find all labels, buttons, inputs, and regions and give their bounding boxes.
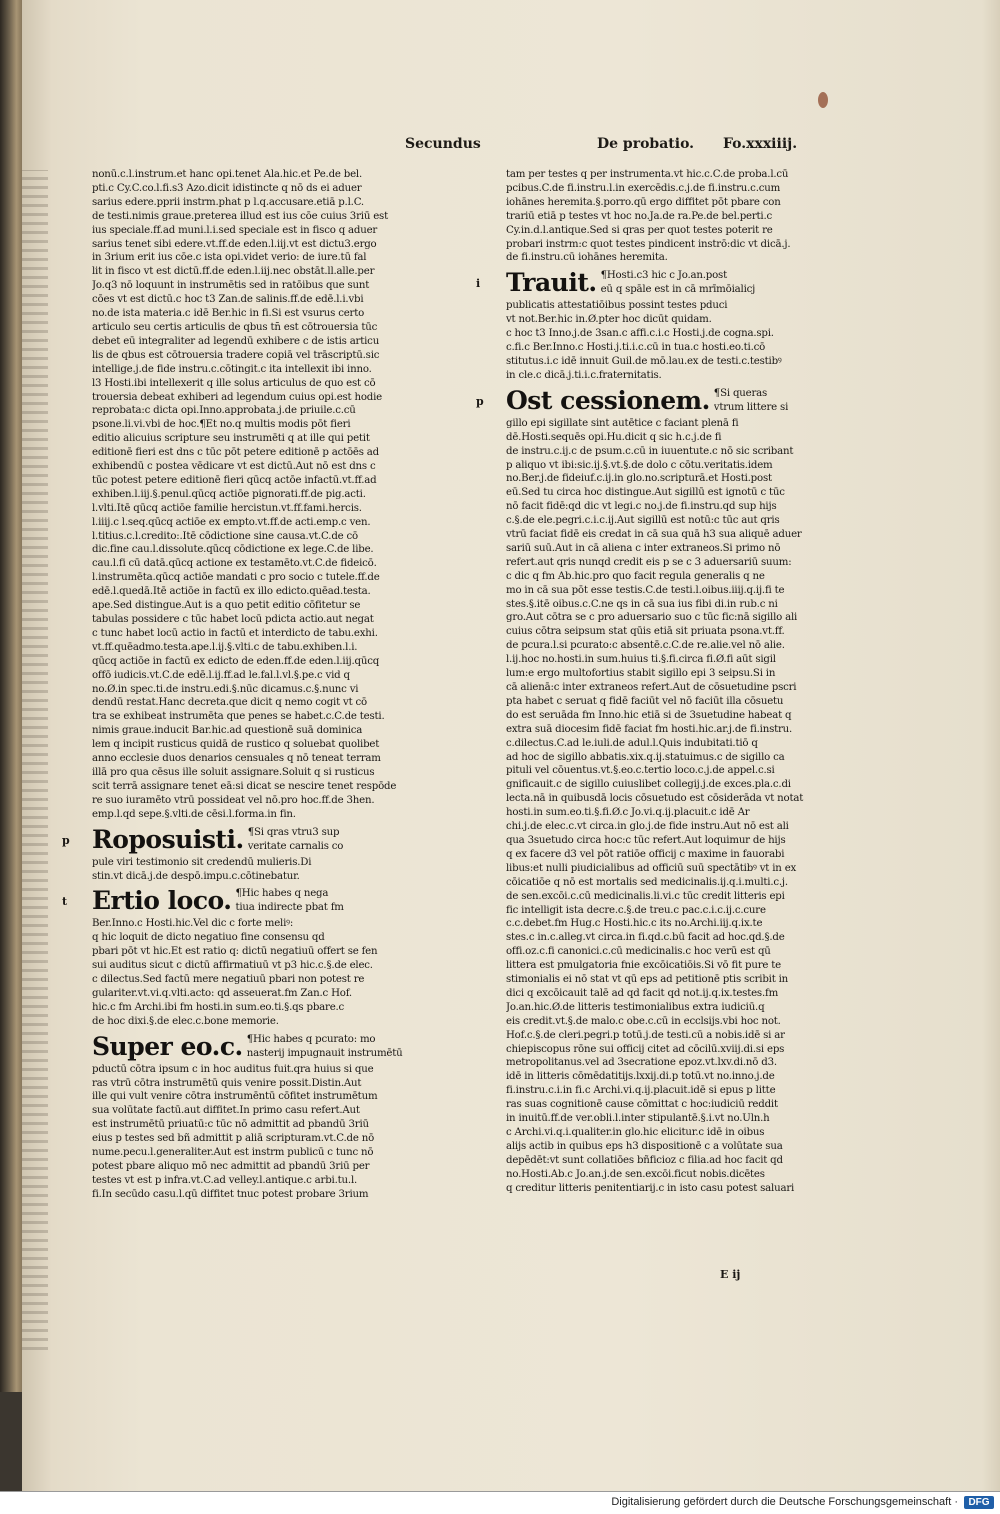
text-line: Hof.c.§.de cleri.pegri.p totū.j.de testi.cū a nobis.idē si ar bbox=[506, 1029, 785, 1041]
heading-text bbox=[601, 269, 756, 297]
text-line: publicatis attestatiōibus possint testes pduci bbox=[506, 300, 728, 312]
text-line: l3 Hosti.ibi intellexerit q ille solus articulus de quo est cō bbox=[92, 377, 376, 389]
text-line: stes.c in.c.alleg.vt circa.in fi.qd.c.bū facit ad hoc.qd.§.de bbox=[506, 932, 785, 944]
text-line: edē.l.quedā.Itē actiōe in factū ex illo edicto.quēad.testa. bbox=[92, 586, 371, 598]
text-line: eū.Sed tu circa hoc distingue.Aut sigillū est ignotū c tūc bbox=[506, 487, 785, 499]
show-through-bleed bbox=[22, 170, 48, 1350]
text-line: dici q excōicauit talē ad qd facit qd not.ij.q.ix.testes.fm bbox=[506, 987, 779, 999]
text-line: nimis graue.inducit Bar.hic.ad questionē suā dominica bbox=[92, 725, 363, 737]
text-line: Ber.Inno.c Hosti.hic.Vel dic c forte meliꝰ: bbox=[92, 918, 294, 930]
text-line: re suo iuramēto vtrū possideat vel nō.pro hoc.ff.de 3hen. bbox=[92, 794, 375, 806]
marginal-letter: t bbox=[62, 895, 67, 909]
text-line: hic.c fm Archi.ibi fm hosti.in sum.eo.ti.§.qs pbare.c bbox=[92, 1001, 345, 1013]
text-line: c Archi.vi.q.i.qualiter.in glo.hic elicitur.c idē in oibus bbox=[506, 1127, 765, 1138]
text-line: Jo.q3 nō loquunt in instrumētis sed in ratōibus que sunt bbox=[92, 280, 370, 292]
running-head bbox=[405, 136, 825, 160]
section-heading-tertio-loco bbox=[62, 886, 414, 916]
section-heading-super-eo bbox=[92, 1033, 414, 1061]
text-line: psone.li.vi.vbi de hoc.¶Et no.q multis modis pōt fieri bbox=[92, 419, 351, 431]
text-line: l.iiij.c l.seq.qūcq actiōe ex empto.vt.ff.de acti.emp.c ven. bbox=[92, 516, 371, 528]
text-line: sui auditus sicut c dictū affirmatiuū vt p3 hic.c.§.de elec. bbox=[92, 960, 373, 972]
heading-initial-word: Ertio loco. bbox=[92, 886, 232, 916]
text-line: de sen.excōi.c.cū medicinalis.li.vi.c tūc credit litteris epi bbox=[506, 890, 785, 902]
text-line: sarius edere.pprii instrm.phat p l.q.accusare.etiā p.l.C. bbox=[92, 196, 364, 208]
text-line: l.titius.c.l.credito:.Itē cōdictione sine causa.vt.C.de cō bbox=[92, 530, 358, 542]
text-line: ille qui vult venire cōtra instrumēntū cōfitet instrumētum bbox=[92, 1091, 378, 1103]
text-line: stes.§.itē oibus.c.C.ne qs in cā sua ius fibi di.in rub.c ni bbox=[506, 598, 778, 610]
text-line: chiepiscopus rōne sui officij citet ad cōcilū.xviij.di.si eps bbox=[506, 1043, 785, 1055]
heading-continuation bbox=[92, 917, 414, 945]
text-line: dē.Hosti.sequēs opi.Hu.dicit q sic h.c.j.de fi bbox=[506, 431, 722, 443]
text-line: tabulas possidere c tūc habet locū pdicta actio.aut negat bbox=[92, 614, 374, 625]
text-line: trariū etiā p testes vt hoc no.Ja.de ra.Pe.de bel.perti.c bbox=[506, 210, 773, 222]
text-line: gro.Aut cōtra se c pro aduersario suo c tūc fic:nā sigillo ali bbox=[506, 612, 798, 624]
text-line: depēdēt:vt sunt collatiōes bñficioz c filia.ad hoc facit qd bbox=[506, 1154, 783, 1166]
text-line: pule viri testimonio sit credendū mulieris.Di bbox=[92, 856, 312, 868]
heading-initial-word: Trauit. bbox=[506, 268, 597, 298]
text-line: gillo epi sigillate sint autētice c faciant plenā fi bbox=[506, 417, 739, 429]
right-text-column bbox=[476, 168, 810, 1196]
text-line: ¶Si queras bbox=[713, 387, 768, 399]
text-line: articulo seu certis articulis de qbus tn̄ est cōtrouersia tūc bbox=[92, 321, 378, 333]
text-line: q creditur litteris penitentiarij.c in isto casu potest saluari bbox=[506, 1182, 795, 1194]
text-line: cōes vt est dictū.c hoc t3 Zan.de salinis.ff.de edē.l.i.vbi bbox=[92, 294, 364, 306]
heading-initial-word: Ost cessionem. bbox=[506, 385, 710, 415]
text-line: nasterij impugnauit instrumētū bbox=[246, 1047, 403, 1059]
text-line: stin.vt dicā.j.de despō.impu.c.cōtinebatur. bbox=[92, 870, 300, 882]
text-line: exhibendū c postea vēdicare vt est dictū.Aut nō est dns c bbox=[92, 461, 376, 473]
text-line: metropolitanus.vel ad 3secratione epoz.vt.lxv.di.nō d3. bbox=[506, 1057, 777, 1069]
text-line: ¶Si qras vtru3 sup bbox=[247, 826, 340, 838]
text-line: veritate carnalis co bbox=[247, 840, 344, 852]
text-line: no.Hosti.Ab.c Jo.an.j.de sen.excōi.ficut nobis.dicētes bbox=[506, 1168, 765, 1180]
text-line: qua 3suetudo circa hoc:c tūc refert.Aut loquimur de hijs bbox=[506, 834, 786, 846]
text-line: gulariter.vt.vi.q.vlti.acto: qd asseuerat.fm Zan.c Hof. bbox=[92, 987, 352, 999]
text-line: intellige.j.de fide instru.c.cōtingit.c ita intellexit ibi inno. bbox=[92, 363, 372, 375]
section-heading-proposuisti bbox=[62, 824, 414, 854]
text-line: q ex facere d3 vel pōt ratiōe officij c maxime in fauorabi bbox=[506, 848, 785, 860]
heading-text bbox=[247, 1033, 403, 1061]
folio-number: Fo.xxxiiij. bbox=[723, 136, 798, 152]
text-line: fi.instru.c.i.in fi.c Archi.vi.q.ij.placuit.idē si epus p litte bbox=[506, 1085, 776, 1097]
text-line: pta habet c seruat q fidē faciūt vel nō faciūt illa cōsuetu bbox=[506, 695, 784, 707]
text-line: ras suas cognitionē cause cōmittat c hoc:iudiciū reddit bbox=[506, 1099, 778, 1111]
text-line: scit terrā assignare tenet eā:si dicat se nescire tenet respōde bbox=[92, 780, 397, 792]
text-line: chi.j.de elec.c.vt circa.in glo.j.de fide instru.Aut nō est ali bbox=[506, 821, 789, 833]
footer-credit: Digitalisierung gefördert durch die Deutsche Forschungsgemeinschaft · bbox=[611, 1496, 958, 1508]
text-line: libus:et nulli piudicialibus ad officiū suū spectātibꝰ vt in ex bbox=[506, 862, 797, 874]
text-line: Jo.an.hic.Ø.de litteris testimonialibus extra iudiciū.q bbox=[506, 1001, 765, 1013]
text-line: tra se exhibeat instrumēta que penes se habet.c.C.de testi. bbox=[92, 711, 385, 723]
marginal-letter: p bbox=[476, 394, 484, 408]
text-line: lecta.nā in quibusdā locis cōsuetudo est cōsiderāda vt notat bbox=[506, 793, 804, 805]
text-line: refert.aut qris nunqd credit eis p se c 3 aduersariū suum: bbox=[506, 556, 792, 568]
text-line: editio alicuius scripture seu instrumēti q at ille qui petit bbox=[92, 433, 370, 445]
text-line: in cle.c dicā.j.ti.i.c.fraternitatis. bbox=[506, 369, 662, 381]
text-line: tiua indirecte pbat fm bbox=[235, 902, 344, 914]
text-line: fi.In secūdo casu.l.qū diffitet tnuc potest probare 3rium bbox=[92, 1188, 369, 1200]
left-column-block-c bbox=[92, 1063, 414, 1202]
text-line: trouersia debeat exhiberi ad legendum cuius opi.est hodie bbox=[92, 391, 382, 403]
text-line: exhiben.l.iij.§.penul.qūcq actiōe pignorati.ff.de pig.acti. bbox=[92, 488, 366, 500]
text-line: ape.Sed distingue.Aut is a quo petit editio cōfitetur se bbox=[92, 600, 361, 612]
text-line: ius speciale.ff.ad muni.l.i.sed speciale est in fisco q aduer bbox=[92, 224, 378, 236]
text-line: de testi.nimis graue.preterea illud est ius cōe cuius 3riū est bbox=[92, 210, 388, 222]
text-line: testes vt est p infra.vt.C.ad velley.l.antique.c arbi.tu.l. bbox=[92, 1174, 358, 1186]
section-heading-trauit bbox=[476, 268, 810, 298]
text-line: eius p testes sed bñ admittit p aliā scripturam.vt.C.de nō bbox=[92, 1133, 375, 1145]
digitization-footer bbox=[0, 1491, 1000, 1514]
running-head-middle: De probatio. bbox=[597, 136, 695, 152]
text-line: l.instrumēta.qūcq actiōe mandati c pro socio c tutele.ff.de bbox=[92, 572, 380, 584]
marginal-letter: i bbox=[476, 277, 480, 291]
marginal-letter: p bbox=[62, 833, 70, 847]
text-line: vt.ff.quēadmo.testa.ape.l.ij.§.vlti.c de tabu.exhiben.l.i. bbox=[92, 641, 358, 653]
text-line: pcibus.C.de fi.instru.l.in exercēdis.c.j.de fi.instru.c.cum bbox=[506, 182, 781, 194]
left-column-block-a bbox=[92, 168, 414, 822]
text-line: de hoc dixi.§.de elec.c.bone memorie. bbox=[92, 1015, 279, 1027]
text-line: nume.pecu.l.generaliter.Aut est instrm publicū c tunc nō bbox=[92, 1147, 374, 1159]
text-line: stitutus.i.c idē innuit Guil.de mō.lau.ex de testi.c.testibꝰ bbox=[506, 355, 782, 367]
text-line: probari instrm:c quot testes pindicent instrō:dic vt dicā.j. bbox=[506, 238, 791, 250]
text-line: gnificauit.c de sigillo cuiuslibet collegij.j.de exces.pla.c.di bbox=[506, 779, 791, 791]
text-line: q hic loquit de dicto negatiuo fine consensu qd bbox=[92, 932, 325, 944]
text-line: l.vlti.Itē qūcq actiōe familie hercistun.vt.ff.fami.hercis. bbox=[92, 502, 362, 514]
heading-initial-word: Roposuisti. bbox=[92, 824, 244, 854]
text-line: lis de qbus est cōtrouersia tradere copiā vel trāscriptū.sic bbox=[92, 349, 380, 361]
heading-text bbox=[248, 826, 344, 854]
text-line: offō iudicis.vt.C.de edē.l.ij.ff.ad le.fal.l.vl.§.pe.c vid q bbox=[92, 669, 350, 681]
text-line: in inuitū.ff.de ver.obli.l.inter stipulantē.§.i.vt no.Uln.h bbox=[506, 1113, 770, 1125]
text-line: pbari pōt vt hic.Et est ratio q: dictū negatiuū offert se fen bbox=[92, 946, 378, 958]
text-line: vtrū faciat fidē eis credat in cā sua quā h3 sua aliquē aduer bbox=[506, 529, 802, 541]
text-line: offi.oz.c.fi canonici.c.cū medicinalis.c hoc verū est qū bbox=[506, 946, 771, 958]
text-line: eis credit.vt.§.de malo.c obe.c.cū in ecclsijs.vbi hoc not. bbox=[506, 1015, 781, 1027]
text-line: anno ecclesie duos denarios censuales q nō teneat terram bbox=[92, 753, 381, 765]
signature-mark: E ij bbox=[720, 1268, 741, 1281]
right-column-block-b bbox=[506, 445, 810, 1196]
text-line: lum:e ergo multofortius stabit sigillo epi 3 seipsu.Si in bbox=[506, 668, 776, 680]
text-line: Cy.in.d.l.antique.Sed si qras per quot testes poterit re bbox=[506, 224, 773, 236]
heading-continuation bbox=[92, 856, 414, 884]
heading-text bbox=[714, 387, 788, 415]
text-line: de instru.c.ij.c de psum.c.cū in iuuentute.c nō sic scribant bbox=[506, 445, 794, 457]
text-line: ad hoc de sigillo abbatis.xix.q.ij.statuimus.c de sigillo ca bbox=[506, 751, 785, 763]
text-line: idē in litteris cōmēdatitijs.lxxij.di.p totū.vt no.inno.j.de bbox=[506, 1071, 775, 1083]
text-line: reprobata:c dicta opi.Inno.approbata.j.de priuile.c.cū bbox=[92, 405, 356, 417]
text-line: mo in cā sua pōt esse testis.C.de testi.l.oibus.iiij.q.ij.fi te bbox=[506, 584, 785, 596]
text-line: l.ij.hoc no.hosti.in sum.huius ti.§.fi.circa fi.Ø.fi aūt sigil bbox=[506, 654, 776, 666]
text-line: sarius tenet sibi edere.vt.ff.de eden.l.iij.vt est dictu3.ergo bbox=[92, 238, 377, 250]
text-line: c.dilectus.C.ad le.iuli.de adul.l.Quis indubitati.tiō q bbox=[506, 737, 758, 749]
text-line: illā pro qua cēsus ille soluit assignare.Soluit q si rusticus bbox=[92, 766, 375, 778]
text-line: ¶Hic habes q nega bbox=[235, 888, 329, 900]
left-text-column bbox=[62, 168, 414, 1202]
text-line: sariū suū.Aut in cā aliena c inter extraneos.Si primo nō bbox=[506, 542, 781, 554]
text-line: lit in fisco vt est dictū.ff.de eden.l.iij.nec obstāt.ll.alle.per bbox=[92, 266, 375, 278]
text-line: c hoc t3 Inno.j.de 3san.c affi.c.i.c Hosti.j.de cogna.spi. bbox=[506, 328, 774, 340]
text-line: iohānes heremita.§.porro.qū ergo diffitet pōt pbare con bbox=[506, 196, 781, 208]
text-line: pti.c Cy.C.co.l.fi.s3 Azo.dicit idistincte q nō ds ei aduer bbox=[92, 182, 362, 194]
text-line: pductū cōtra ipsum c in hoc auditus fuit.qra huius si que bbox=[92, 1063, 374, 1075]
text-line: fic intelligit ista decre.c.§.de treu.c pac.c.i.c.ij.c.cure bbox=[506, 904, 766, 916]
heading-continuation bbox=[506, 417, 810, 445]
text-line: est instrumētū priuatū:c tūc nō admittit ad pbandū 3riū bbox=[92, 1119, 369, 1131]
text-line: emp.l.qd sepe.§.vlti.de cēsi.l.forma.in fin. bbox=[92, 808, 296, 820]
text-line: in 3rium erit ius cōe.c ista opi.videt verio: de iure.tū fal bbox=[92, 252, 367, 264]
text-line: extra suā diocesim fidē faciat fm hosti.hic.ar.j.de fi.instru. bbox=[506, 723, 793, 735]
text-line: p aliquo vt ibi:sic.ij.§.vt.§.de dolo c cōtu.veritatis.idem bbox=[506, 459, 773, 471]
text-line: hosti.in sum.eo.ti.§.fi.Ø.c Jo.vi.q.ij.placuit.c idē Ar bbox=[506, 807, 750, 819]
heading-continuation bbox=[506, 299, 810, 382]
text-line: pituli vel cōuentus.vt.§.eo.c.tertio loco.c.j.de appel.c.si bbox=[506, 765, 775, 777]
text-line: editionē fieri est dns c tūc pōt petere editionē p actōēs ad bbox=[92, 447, 380, 459]
left-column-block-b bbox=[92, 945, 414, 1028]
heading-text bbox=[235, 887, 343, 915]
text-line: c.§.de ele.pegri.c.i.c.ij.Aut sigillū est notū:c tūc aut qris bbox=[506, 515, 780, 527]
text-line: eū q spāle est in cā mrīmōialicj bbox=[600, 284, 756, 296]
text-line: ras vtrū cōtra instrumētū quis venire possit.Distin.Aut bbox=[92, 1077, 362, 1089]
text-line: littera est pmulgatoria fnie excōicatiōis.Si vō fit pure te bbox=[506, 960, 781, 972]
text-line: cau.l.fi cū datā.qūcq actione ex testamēto.vt.C.de fideicō. bbox=[92, 558, 377, 570]
text-line: stimonialis ei nō stat vt qū eps ad petitionē ptis scribit in bbox=[506, 974, 789, 986]
right-column-block-a bbox=[506, 168, 810, 265]
text-line: c.c.debet.fm Hug.c Hosti.hic.c its no.Archi.iij.q.ix.te bbox=[506, 918, 763, 930]
text-line: cā alienā:c inter extraneos refert.Aut de cōsuetudine pscri bbox=[506, 682, 797, 693]
text-line: ¶Hic habes q pcurato: mo bbox=[246, 1033, 376, 1045]
text-line: qūcq actiōe in factū ex edicto de eden.ff.de eden.l.iij.qūcq bbox=[92, 655, 380, 667]
text-line: vt not.Ber.hic in.Ø.pter hoc dicūt quidam. bbox=[506, 314, 712, 326]
text-line: c dilectus.Sed factū mere negatiuū pbari non potest re bbox=[92, 974, 365, 986]
text-line: vtrum littere si bbox=[713, 401, 789, 413]
text-line: cōicatiōe q nō est mortalis sed medicinalis.ij.q.i.multi.c.j. bbox=[506, 876, 788, 888]
text-line: de pcura.l.si pcurato:c absentē.c.C.de re.alie.vel nō alie. bbox=[506, 640, 785, 652]
heading-initial-word: Super eo.c. bbox=[92, 1031, 243, 1061]
ink-stain bbox=[818, 92, 828, 108]
text-line: nonū.c.l.instrum.et hanc opi.tenet Ala.hic.et Pe.de bel. bbox=[92, 169, 363, 180]
text-line: no.de ista materia.c idē Ber.hic in fi.Si est vsurus certo bbox=[92, 308, 365, 320]
text-line: c tunc habet locū actio in factū et interdicto de tabu.exhi. bbox=[92, 627, 378, 639]
text-line: c dic q fm Ab.hic.pro quo facit regula generalis q ne bbox=[506, 570, 765, 582]
text-line: sua volūtate factū.aut diffitet.In primo casu refert.Aut bbox=[92, 1105, 360, 1117]
text-line: c.fi.c Ber.Inno.c Hosti.j.ti.i.c.cū in tua.c hosti.eo.ti.cō bbox=[506, 342, 766, 354]
text-line: cuius cōtra seipsum stat qūis etiā sit priuata psona.vt.ff. bbox=[506, 626, 785, 638]
text-line: debet eū integraliter ad legendū exhibere c de istis articu bbox=[92, 335, 380, 347]
text-line: dendū restat.Hanc decreta.que dicit q nemo cogit vt cō bbox=[92, 697, 367, 709]
running-head-left: Secundus bbox=[405, 136, 481, 152]
text-line: do est seruāda fm Inno.hic etiā si de 3suetudine habeat q bbox=[506, 709, 792, 721]
text-line: nō facit fidē:qd dic vt legi.c no.j.de fi.instru.qd sup hijs bbox=[506, 501, 777, 513]
text-line: no.Ber.j.de fideiuf.c.ij.in glo.no.scripturā.et Hosti.post bbox=[506, 473, 772, 485]
text-line: tūc potest petere editionē fieri qūcq actōe infactū.vt.ff.ad bbox=[92, 474, 377, 486]
section-heading-post-cessionem bbox=[476, 385, 810, 415]
text-line: lem q incipit rusticus quidā de rustico q soluebat quolibet bbox=[92, 739, 380, 751]
text-line: de fi.instru.cū iohānes heremita. bbox=[506, 252, 668, 264]
dfg-logo-icon: DFG bbox=[964, 1496, 994, 1509]
text-line: alijs actib in quibus eps h3 dispositionē c a volūtate sua bbox=[506, 1140, 783, 1152]
text-line: dic.fine cau.l.dissolute.qūcq cōdictione ex lege.C.de libe. bbox=[92, 544, 374, 556]
text-line: ¶Hosti.c3 hic c Jo.an.post bbox=[600, 270, 727, 282]
text-line: no.Ø.in spec.ti.de instru.edi.§.nūc dicamus.c.§.nunc vi bbox=[92, 683, 359, 695]
text-line: potest pbare aliquo mō nec admittit ad pbandū 3riū per bbox=[92, 1161, 370, 1172]
text-line: tam per testes q per instrumenta.vt hic.c.C.de proba.l.cū bbox=[506, 169, 789, 180]
